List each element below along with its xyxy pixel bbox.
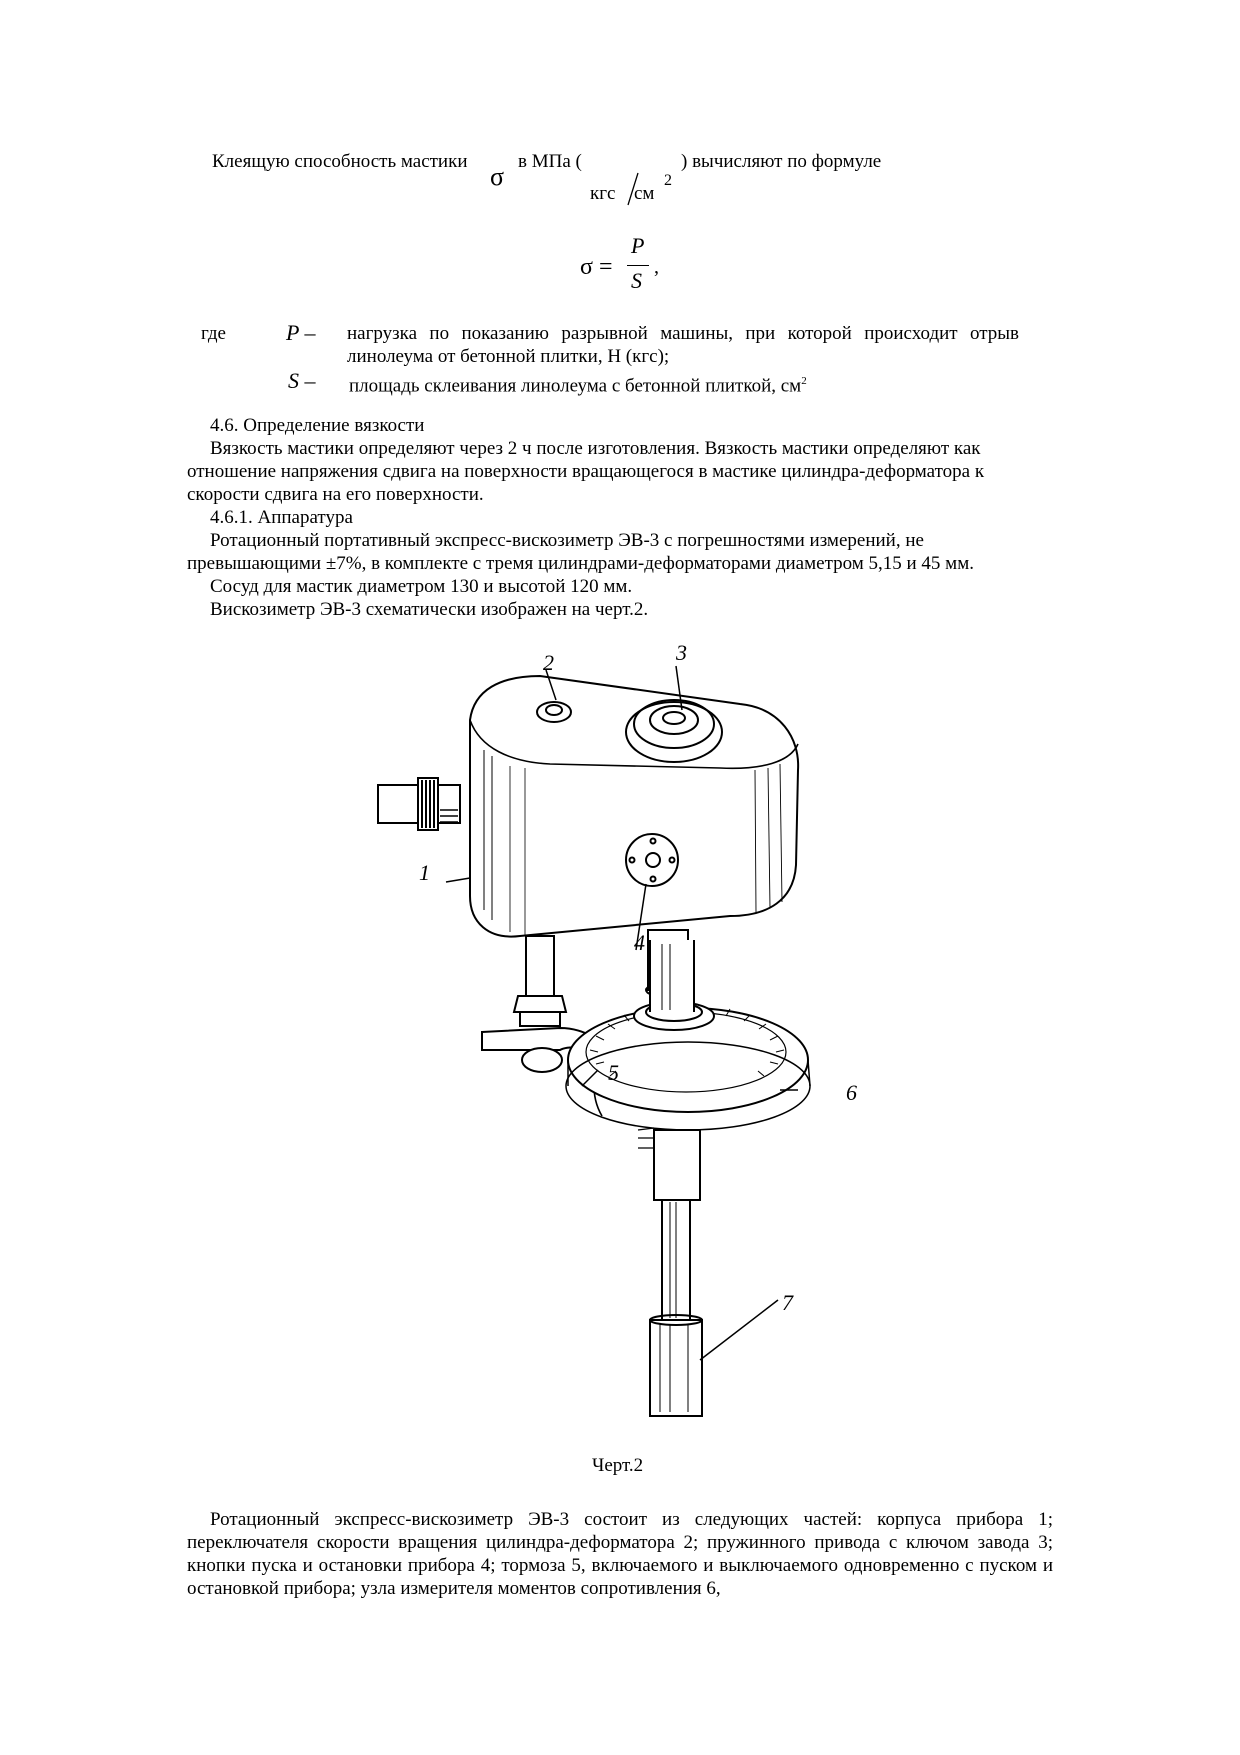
where-symbol-p: P – (286, 320, 316, 345)
paragraph-components: Ротационный экспресс-вискозиметр ЭВ-3 состоит из следующих частей: корпуса прибора 1; переключателя скорости вращения цилиндра-деформатора 2; пружинного привода с ключом завода 3; кнопки пуска и остановки прибора 4; тормоза 5, включаемого и выключаемого одновременно с пуском и остановкой прибора; узла измерителя моментов сопротивления 6, (187, 1509, 1053, 1599)
paragraph-vessel: Сосуд для мастик диаметром 130 и высотой 120 мм. (210, 576, 633, 597)
section-heading-viscosity: 4.6. Определение вязкости (210, 415, 425, 436)
where-label: где (201, 323, 226, 344)
formula-lhs: σ = (580, 254, 613, 280)
fraction-bar (627, 265, 649, 266)
section-heading-apparatus: 4.6.1. Аппаратура (210, 507, 353, 528)
callout-2: 2 (543, 650, 554, 675)
where-text-p: нагрузка по показанию разрывной машины, при которой происходит отрыв линолеума от бетонной плитки, Н (кгс); (347, 323, 1019, 367)
intro-lead: Клеящую способность мастики (212, 151, 468, 172)
sigma-symbol: σ (490, 162, 505, 191)
unit-cm: см (634, 183, 655, 204)
callout-4: 4 (634, 930, 645, 955)
formula-numerator: P (631, 233, 645, 258)
where-symbol-s: S – (288, 368, 316, 393)
intro-unit-open: в МПа ( (518, 151, 582, 172)
unit-fraction (588, 170, 698, 210)
callout-6: 6 (846, 1080, 857, 1105)
paragraph-viscosity: Вязкость мастики определяют через 2 ч после изготовления. Вязкость мастики определяют как отношение напряжения сдвига на поверхности вращающегося в мастике цилиндра-деформатора к скорости сдвига на его поверхности. (187, 438, 985, 505)
unit-kgs: кгс (590, 183, 616, 204)
unit-power: 2 (664, 172, 672, 189)
formula-denominator: S (631, 268, 642, 293)
callout-7: 7 (782, 1290, 793, 1315)
paragraph-viscometer: Ротационный портативный экспресс-вискозиметр ЭВ-3 с погрешностями измерений, не превышающими ±7%, в комплекте с тремя цилиндрами-деформаторами диаметром 5,15 и 45 мм. (187, 530, 974, 574)
viscometer-drawing (370, 640, 890, 1440)
where-text-s: площадь склеивания линолеума с бетонной плиткой, $см^2$ (349, 375, 807, 397)
callout-5: 5 (608, 1060, 619, 1085)
intro-unit-close: ) вычисляют по формуле (681, 151, 882, 172)
formula (580, 230, 680, 300)
formula-comma: , (654, 256, 659, 278)
callout-1: 1 (419, 860, 430, 885)
callout-3: 3 (676, 640, 687, 665)
figure-caption: Черт.2 (592, 1455, 644, 1476)
paragraph-figure-ref: Вискозиметр ЭВ-3 схематически изображен на черт.2. (210, 599, 649, 620)
